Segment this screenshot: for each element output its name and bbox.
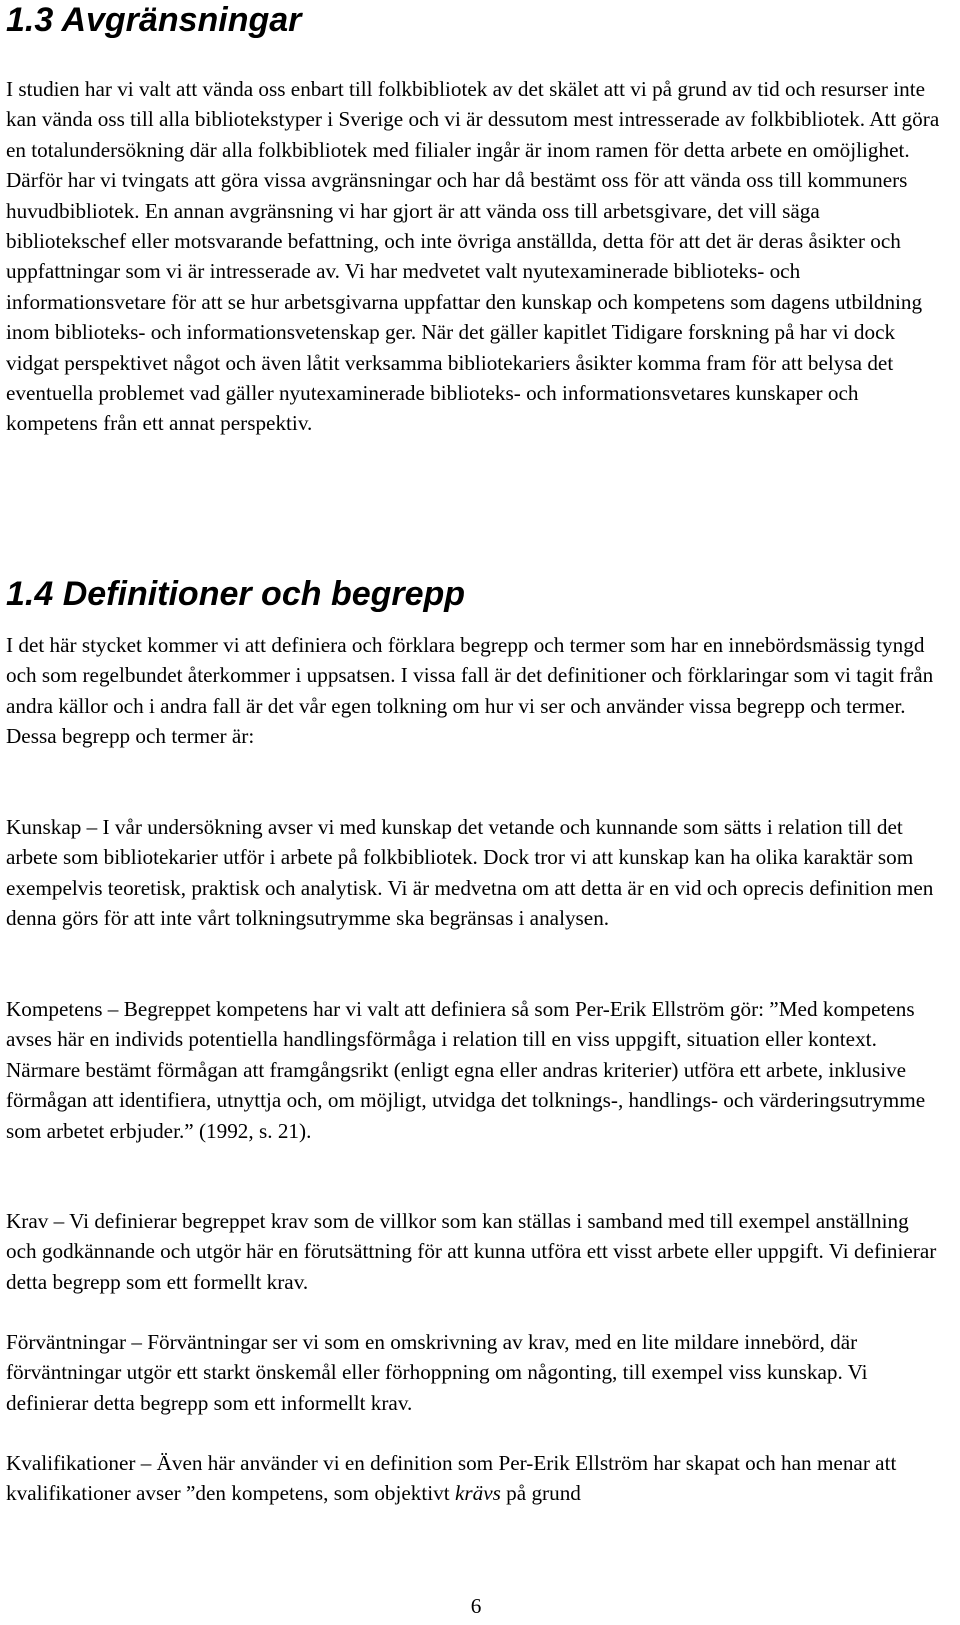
paragraph-definitioner-intro: I det här stycket kommer vi att definiera och förklara begrepp och termer som har en innebördsmässig tyngd och som regelbundet återkommer i uppsatsen. I vissa fall är det definitioner och förklaringar som vi tagit från andra källor och i andra fall är det vår egen tolkning om hur vi ser och använder vissa begrepp och termer. Dessa begrepp och termer är: bbox=[6, 633, 934, 749]
paragraph-kompetens: Kompetens – Begreppet kompetens har vi valt att definiera så som Per-Erik Ellström gör: ”Med kompetens avses här en individs potentiella handlingsförmåga i relation till en viss uppgift, situation eller kontext. Närmare bestämt förmågan att framgångsrikt (enligt egna eller andras kriterier) utföra ett arbete, inklusive förmågan att identifiera, utnyttja och, om möjligt, utvidga det tolknings-, handlings- och värderingsutrymme som arbetet erbjuder.” (1992, s. 21). bbox=[6, 997, 926, 1143]
paragraph-avgransningar: I studien har vi valt att vända oss enbart till folkbibliotek av det skälet att vi på grund av tid och resurser inte kan vända oss till alla bibliotekstyper i Sverige och vi är dessutom mest intresserade av folkbibliotek. Att göra en totalundersökning där alla folkbibliotek med filialer ingår är inom ramen för detta arbete en omöjlighet. Därför har vi tvingats att göra vissa avgränsningar och har då bestämt oss för att vända oss till kommuners huvudbibliotek. En annan avgränsning vi har gjort är att vända oss till arbetsgivare, det vill säga bibliotekschef eller motsvarande befattning, och inte övriga anställda, detta för att det är deras åsikter och uppfattningar som vi är intresserade av. Vi har medvetet valt nyutexaminerade biblioteks- och informationsvetare för att se hur arbetsgivarna uppfattar den kunskap och kompetens som dagens utbildning inom biblioteks- och informationsvetenskap ger. När det gäller kapitlet Tidigare forskning på har vi dock vidgat perspektivet något och även låtit verksamma bibliotekariers åsikter komma fram för att belysa det eventuella problemet vad gäller nyutexaminerade biblioteks- och informationsvetares kunskaper och kompetens från ett annat perspektiv. bbox=[6, 77, 940, 436]
paragraph-forvantningar: Förväntningar – Förväntningar ser vi som en omskrivning av krav, med en lite mildare innebörd, där förväntningar utgör ett starkt önskemål eller förhoppning om någonting, till exempel viss kunskap. Vi definierar detta begrepp som ett informellt krav. bbox=[6, 1330, 868, 1415]
page-number: 6 bbox=[470, 1594, 482, 1618]
paragraph-kunskap: Kunskap – I vår undersökning avser vi med kunskap det vetande och kunnande som sätts i relation till det arbete som bibliotekarier utför i arbete på folkbibliotek. Dock tror vi att kunskap kan ha olika karaktär som exempelvis teoretisk, praktisk och analytisk. Vi är medvetna om att detta är en vid och oprecis definition men denna görs för att inte vårt tolkningsutrymme ska begränsas i analysen. bbox=[6, 815, 934, 931]
paragraph-text: Kvalifikationer – Även här använder vi en definition som Per-Erik Ellström har skapat och han menar att kvalifikationer avser ”den kompetens, som objektivt bbox=[6, 1451, 897, 1506]
paragraph-text: på grund bbox=[500, 1481, 581, 1506]
paragraph-krav: Krav – Vi definierar begreppet krav som de villkor som kan ställas i samband med till exempel anställning och godkännande och utgör här en förutsättning för att kunna utföra ett visst arbete eller uppgift. Vi definierar detta begrepp som ett formellt krav. bbox=[6, 1209, 937, 1294]
paragraph-kvalifikationer bbox=[6, 1448, 941, 1509]
emphasized-word: krävs bbox=[454, 1481, 501, 1506]
section-heading-definitioner: 1.4 Definitioner och begrepp bbox=[6, 575, 466, 613]
section-heading-avgransningar: 1.3 Avgränsningar bbox=[6, 1, 302, 39]
